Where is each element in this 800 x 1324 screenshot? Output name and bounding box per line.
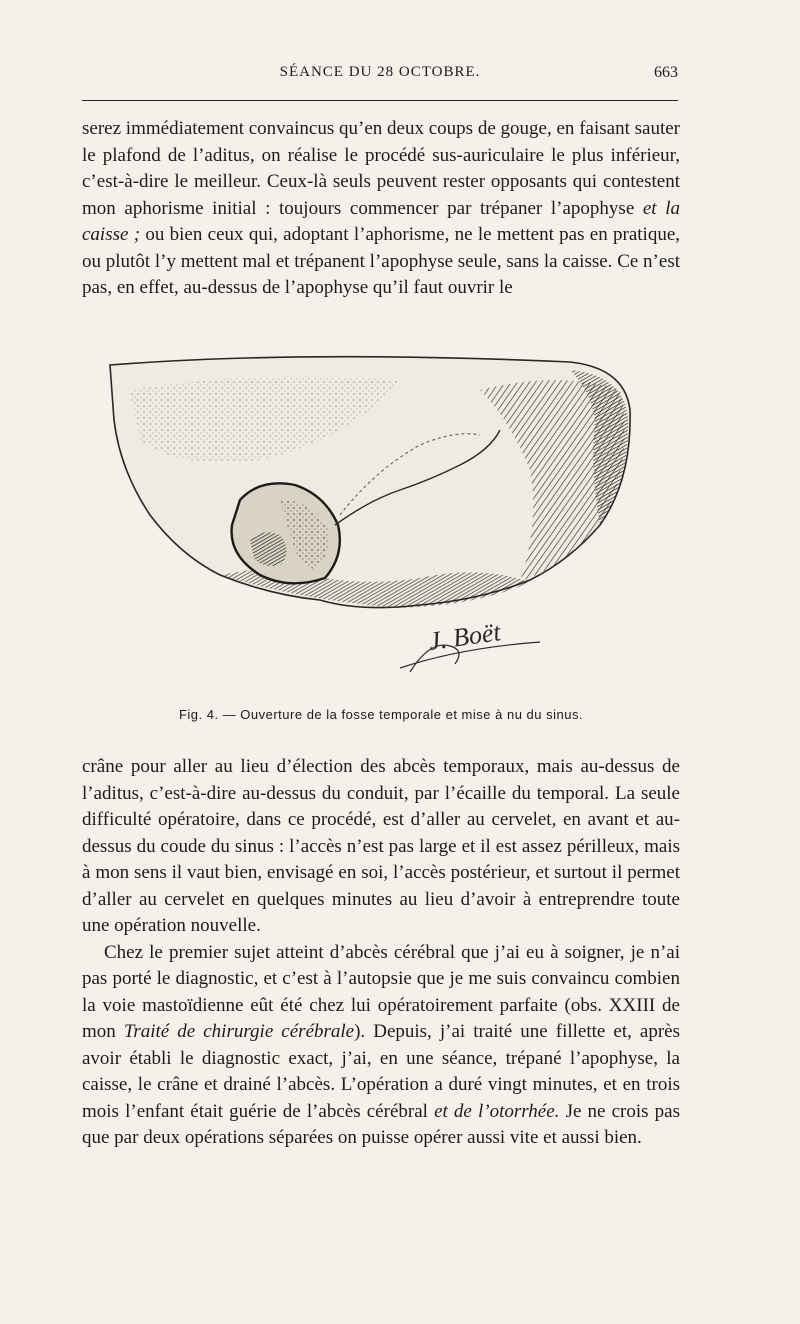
running-head	[82, 64, 678, 86]
otorrhea-italic: et de l’otorrhée.	[434, 1100, 560, 1122]
text-block-bottom	[82, 754, 680, 1152]
paragraph-2-a: Chez le premier sujet atteint d’abcès cérébral que j’ai eu à soigner, je n’ai pas porté le diagnostic, et c’est à l’autopsie que je me suis convaincu combien la voie mastoïdienne eût été chez lui opératoirement parfaite (obs. XXIII de mon	[82, 941, 680, 1042]
page-number: 663	[654, 64, 678, 81]
running-title: SÉANCE DU 28 OCTOBRE.	[279, 64, 481, 80]
skull-engraving-figure	[100, 350, 660, 690]
paragraph-2-b: ). Depuis, j’ai traité une fillette et, après avoir établi le diagnostic exact, j’ai, en une séance, trépané l’apophyse, la caisse, le crâne et drainé l’abcès. L’opération a duré vingt minutes, et en trois mois l’enfant était guérie de l’abcès cérébral	[82, 1021, 680, 1122]
figure-caption: Fig. 4. — Ouverture de la fosse temporale et mise à nu du sinus.	[178, 707, 584, 722]
artist-signature: J. Boët	[426, 617, 503, 656]
paragraph-top	[82, 116, 680, 302]
paragraph-2	[82, 940, 680, 1152]
paragraph-2-c: Je ne crois pas que par deux opérations séparées on puisse opérer aussi vite et aussi bien.	[82, 1100, 681, 1148]
header-rule	[82, 100, 678, 101]
paragraph-top-italic: et la caisse ;	[82, 197, 680, 245]
text-block-top	[82, 116, 680, 302]
paragraph-top-a: serez immédiatement convaincus qu’en deux coups de gouge, en faisant sauter le plafond de l’aditus, on réalise le procédé sus-auriculaire le plus inférieur, c’est-à-dire le meilleur. Ceux-là seuls peuvent rester opposants qui contestent mon aphorisme initial : toujours commencer par trépaner l’apophyse	[82, 118, 680, 219]
paragraph-top-b: ou bien ceux qui, adoptant l’aphorisme, ne le mettent pas en pratique, ou plutôt l’y mettent mal et trépanent l’apophyse seule, sans la caisse. Ce n’est pas, en effet, au-dessus de l’apophyse qu’il faut ouvrir le	[82, 224, 681, 298]
book-title-italic: Traité de chirurgie cérébrale	[123, 1021, 355, 1042]
paragraph-1: crâne pour aller au lieu d’élection des abcès temporaux, mais au-dessus de l’aditus, c’est-à-dire au-dessus du conduit, par l’écaille du temporal. La seule difficulté opératoire, dans ce procédé, est d’aller au cervelet, en avant et au-dessus du coude du sinus : l’accès n’est pas large et il est assez périlleux, mais à mon sens il vaut bien, envisagé en soi, l’accès postérieur, et surtout il permet d’aller au cervelet en quelques minutes au lieu d’avoir à entreprendre toute une opération nouvelle.	[82, 756, 680, 936]
